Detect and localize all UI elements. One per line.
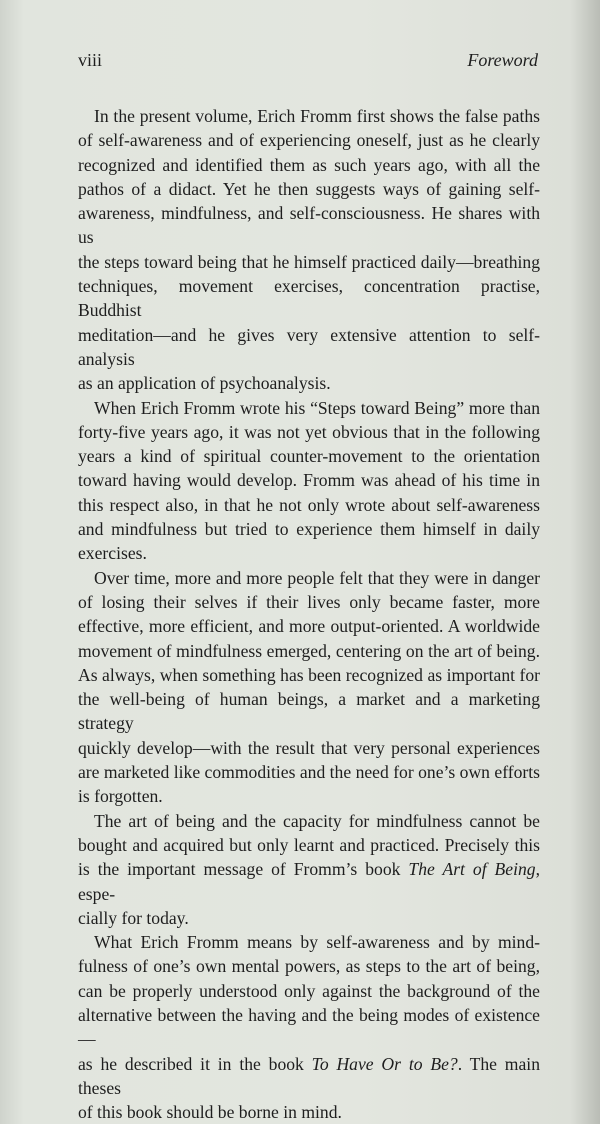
text-line bbox=[78, 906, 540, 930]
text-line bbox=[78, 517, 540, 541]
text-line bbox=[78, 323, 540, 372]
text-line bbox=[78, 541, 540, 565]
text-segment: cially for today. bbox=[78, 907, 189, 928]
text-segment: pathos of a didact. Yet he then suggests ways of gaining self- bbox=[78, 178, 540, 199]
text-segment: can be properly understood only against the background of the bbox=[78, 980, 540, 1001]
text-line bbox=[78, 639, 540, 663]
text-line bbox=[78, 396, 540, 420]
text-line bbox=[78, 128, 540, 152]
text-line bbox=[78, 954, 540, 978]
text-line bbox=[78, 104, 540, 128]
text-line bbox=[78, 687, 540, 736]
text-line bbox=[78, 614, 540, 638]
paragraph bbox=[78, 566, 540, 809]
page-number: viii bbox=[78, 50, 103, 70]
running-header bbox=[78, 50, 538, 71]
text-segment: Over time, more and more people felt that they were in danger bbox=[94, 567, 540, 588]
text-segment: When Erich Fromm wrote his “Steps toward Being” more than bbox=[94, 397, 540, 418]
text-segment: the well-being of human beings, a market and a marketing strategy bbox=[78, 689, 540, 734]
text-segment: fulness of one’s own mental powers, as steps to the art of being, bbox=[78, 956, 540, 977]
body-text bbox=[78, 104, 540, 1124]
text-segment: of losing their selves if their lives only became faster, more bbox=[78, 591, 540, 612]
paragraph bbox=[78, 809, 540, 930]
text-segment: The art of being and the capacity for mindfulness cannot be bbox=[94, 810, 540, 831]
text-line bbox=[78, 857, 540, 906]
text-segment: techniques, movement exercises, concentration practise, Buddhist bbox=[78, 276, 540, 321]
paragraph bbox=[78, 930, 540, 1124]
text-segment: years a kind of spiritual counter-movement to the orientation bbox=[78, 446, 540, 467]
text-line bbox=[78, 468, 540, 492]
text-line bbox=[78, 663, 540, 687]
running-title: Foreword bbox=[467, 50, 538, 70]
text-line bbox=[78, 493, 540, 517]
text-segment: bought and acquired but only learnt and practiced. Precisely this bbox=[78, 834, 540, 855]
text-line bbox=[78, 784, 540, 808]
text-segment: quickly develop—with the result that very personal experiences bbox=[78, 737, 540, 758]
text-line bbox=[78, 736, 540, 760]
text-line bbox=[78, 201, 540, 250]
text-line bbox=[78, 250, 540, 274]
text-segment: as an application of psychoanalysis. bbox=[78, 373, 331, 394]
text-segment: is the important message of Fromm’s book bbox=[78, 859, 409, 880]
text-line bbox=[78, 420, 540, 444]
text-segment: , espe- bbox=[78, 859, 540, 904]
text-segment: effective, more efficient, and more output-oriented. A worldwide bbox=[78, 616, 540, 637]
text-segment: . The main theses bbox=[78, 1053, 540, 1098]
text-segment: and mindfulness but tried to experience them himself in daily bbox=[78, 519, 540, 540]
text-line bbox=[78, 979, 540, 1003]
text-segment: recognized and identified them as such years ago, with all the bbox=[78, 154, 540, 175]
paragraph bbox=[78, 104, 540, 396]
text-line bbox=[78, 809, 540, 833]
text-segment: of this book should be borne in mind. bbox=[78, 1102, 342, 1123]
text-line bbox=[78, 371, 540, 395]
text-segment: is forgotten. bbox=[78, 786, 163, 807]
text-segment: of self-awareness and of experiencing oneself, just as he clearly bbox=[78, 130, 540, 151]
paragraph bbox=[78, 396, 540, 566]
text-segment: awareness, mindfulness, and self-consciousness. He shares with us bbox=[78, 203, 540, 248]
text-segment: In the present volume, Erich Fromm first shows the false paths bbox=[94, 106, 540, 126]
text-line bbox=[78, 153, 540, 177]
text-segment: What Erich Fromm means by self-awareness and by mind- bbox=[94, 932, 540, 953]
text-segment: the steps toward being that he himself practiced daily—breathing bbox=[78, 251, 540, 272]
text-line bbox=[78, 930, 540, 954]
text-segment: toward having would develop. Fromm was ahead of his time in bbox=[78, 470, 540, 491]
text-line bbox=[78, 1003, 540, 1052]
text-segment: exercises. bbox=[78, 543, 147, 564]
text-line bbox=[78, 177, 540, 201]
text-segment: meditation—and he gives very extensive attention to self-analysis bbox=[78, 324, 540, 369]
text-line bbox=[78, 760, 540, 784]
text-segment: forty-five years ago, it was not yet obvious that in the following bbox=[78, 421, 540, 442]
text-line bbox=[78, 1100, 540, 1124]
text-line bbox=[78, 274, 540, 323]
text-line bbox=[78, 590, 540, 614]
text-line bbox=[78, 444, 540, 468]
text-line bbox=[78, 566, 540, 590]
text-segment: are marketed like commodities and the need for one’s own efforts bbox=[78, 762, 540, 783]
book-title: To Have Or to Be? bbox=[311, 1053, 458, 1074]
text-segment: As always, when something has been recognized as important for bbox=[78, 664, 540, 685]
text-segment: this respect also, in that he not only wrote about self-awareness bbox=[78, 494, 540, 515]
text-line bbox=[78, 833, 540, 857]
text-segment: as he described it in the book bbox=[78, 1053, 312, 1074]
text-line bbox=[78, 1052, 540, 1101]
book-title: The Art of Being bbox=[408, 859, 536, 880]
text-segment: alternative between the having and the being modes of existence— bbox=[78, 1004, 540, 1050]
text-segment: movement of mindfulness emerged, centering on the art of being. bbox=[78, 640, 540, 661]
